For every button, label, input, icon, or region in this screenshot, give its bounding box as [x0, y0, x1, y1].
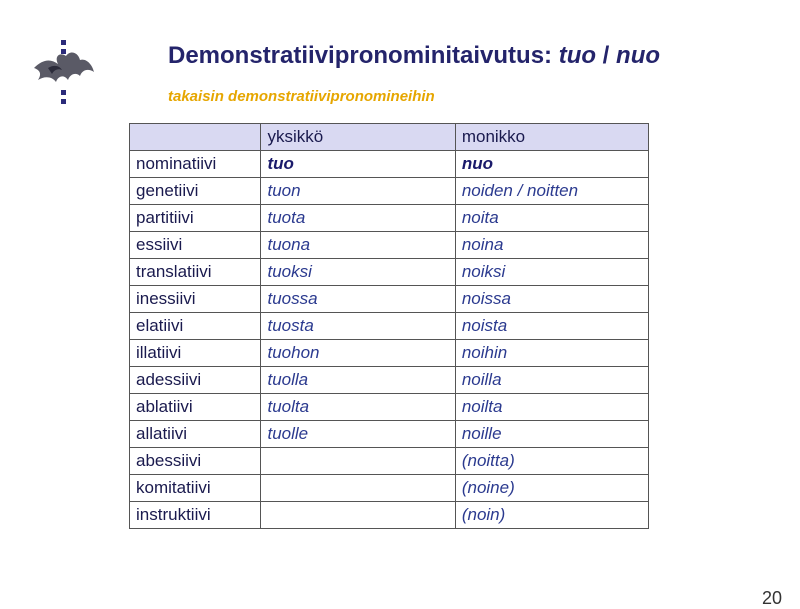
back-to-pronouns-link[interactable]: takaisin demonstratiivipronomineihin: [168, 88, 435, 105]
table-row: [130, 394, 649, 421]
table-row: [130, 232, 649, 259]
singular-form-cell: tuo: [261, 151, 455, 178]
table-row: [130, 367, 649, 394]
declension-table: [129, 123, 649, 529]
singular-form-cell: tuosta: [261, 313, 455, 340]
table-row: [130, 286, 649, 313]
plural-form-cell: noita: [455, 205, 648, 232]
table-row: [130, 502, 649, 529]
singular-form-cell: tuona: [261, 232, 455, 259]
table-row: [130, 205, 649, 232]
plural-form-cell: (noitta): [455, 448, 648, 475]
header-cell: [130, 124, 261, 151]
singular-form-cell: tuolta: [261, 394, 455, 421]
singular-form-cell: tuota: [261, 205, 455, 232]
case-name-cell: instruktiivi: [130, 502, 261, 529]
title-word-tuo: tuo: [558, 42, 597, 69]
case-name-cell: allatiivi: [130, 421, 261, 448]
table-header-row: [130, 124, 649, 151]
case-name-cell: translatiivi: [130, 259, 261, 286]
case-name-cell: abessiivi: [130, 448, 261, 475]
table-row: [130, 178, 649, 205]
case-name-cell: partitiivi: [130, 205, 261, 232]
plural-form-cell: (noine): [455, 475, 648, 502]
case-name-cell: genetiivi: [130, 178, 261, 205]
case-name-cell: ablatiivi: [130, 394, 261, 421]
case-name-cell: illatiivi: [130, 340, 261, 367]
plural-form-cell: nuo: [455, 151, 648, 178]
title-separator: /: [596, 42, 617, 69]
singular-form-cell: [261, 448, 455, 475]
table-row: [130, 475, 649, 502]
singular-form-cell: tuon: [261, 178, 455, 205]
page-number: 20: [762, 588, 783, 608]
singular-form-cell: tuolle: [261, 421, 455, 448]
plural-form-cell: noille: [455, 421, 648, 448]
header-cell: yksikkö: [261, 124, 455, 151]
plural-form-cell: noissa: [455, 286, 648, 313]
table-row: [130, 340, 649, 367]
title-prefix: Demonstratiivipronominitaivutus:: [168, 42, 559, 69]
plural-form-cell: noilla: [455, 367, 648, 394]
plural-form-cell: noiden / noitten: [455, 178, 648, 205]
singular-form-cell: tuoksi: [261, 259, 455, 286]
table-row: [130, 259, 649, 286]
university-logo-icon: [30, 38, 98, 106]
title-word-nuo: nuo: [616, 42, 661, 69]
plural-form-cell: noista: [455, 313, 648, 340]
singular-form-cell: tuossa: [261, 286, 455, 313]
singular-form-cell: [261, 475, 455, 502]
table-row: [130, 151, 649, 178]
header-cell: monikko: [455, 124, 648, 151]
case-name-cell: komitatiivi: [130, 475, 261, 502]
plural-form-cell: noina: [455, 232, 648, 259]
singular-form-cell: [261, 502, 455, 529]
table-row: [130, 448, 649, 475]
singular-form-cell: tuolla: [261, 367, 455, 394]
case-name-cell: nominatiivi: [130, 151, 261, 178]
page-title: [168, 42, 660, 70]
singular-form-cell: tuohon: [261, 340, 455, 367]
table-row: [130, 421, 649, 448]
plural-form-cell: (noin): [455, 502, 648, 529]
case-name-cell: adessiivi: [130, 367, 261, 394]
case-name-cell: essiivi: [130, 232, 261, 259]
case-name-cell: elatiivi: [130, 313, 261, 340]
plural-form-cell: noilta: [455, 394, 648, 421]
plural-form-cell: noiksi: [455, 259, 648, 286]
case-name-cell: inessiivi: [130, 286, 261, 313]
plural-form-cell: noihin: [455, 340, 648, 367]
table-row: [130, 313, 649, 340]
